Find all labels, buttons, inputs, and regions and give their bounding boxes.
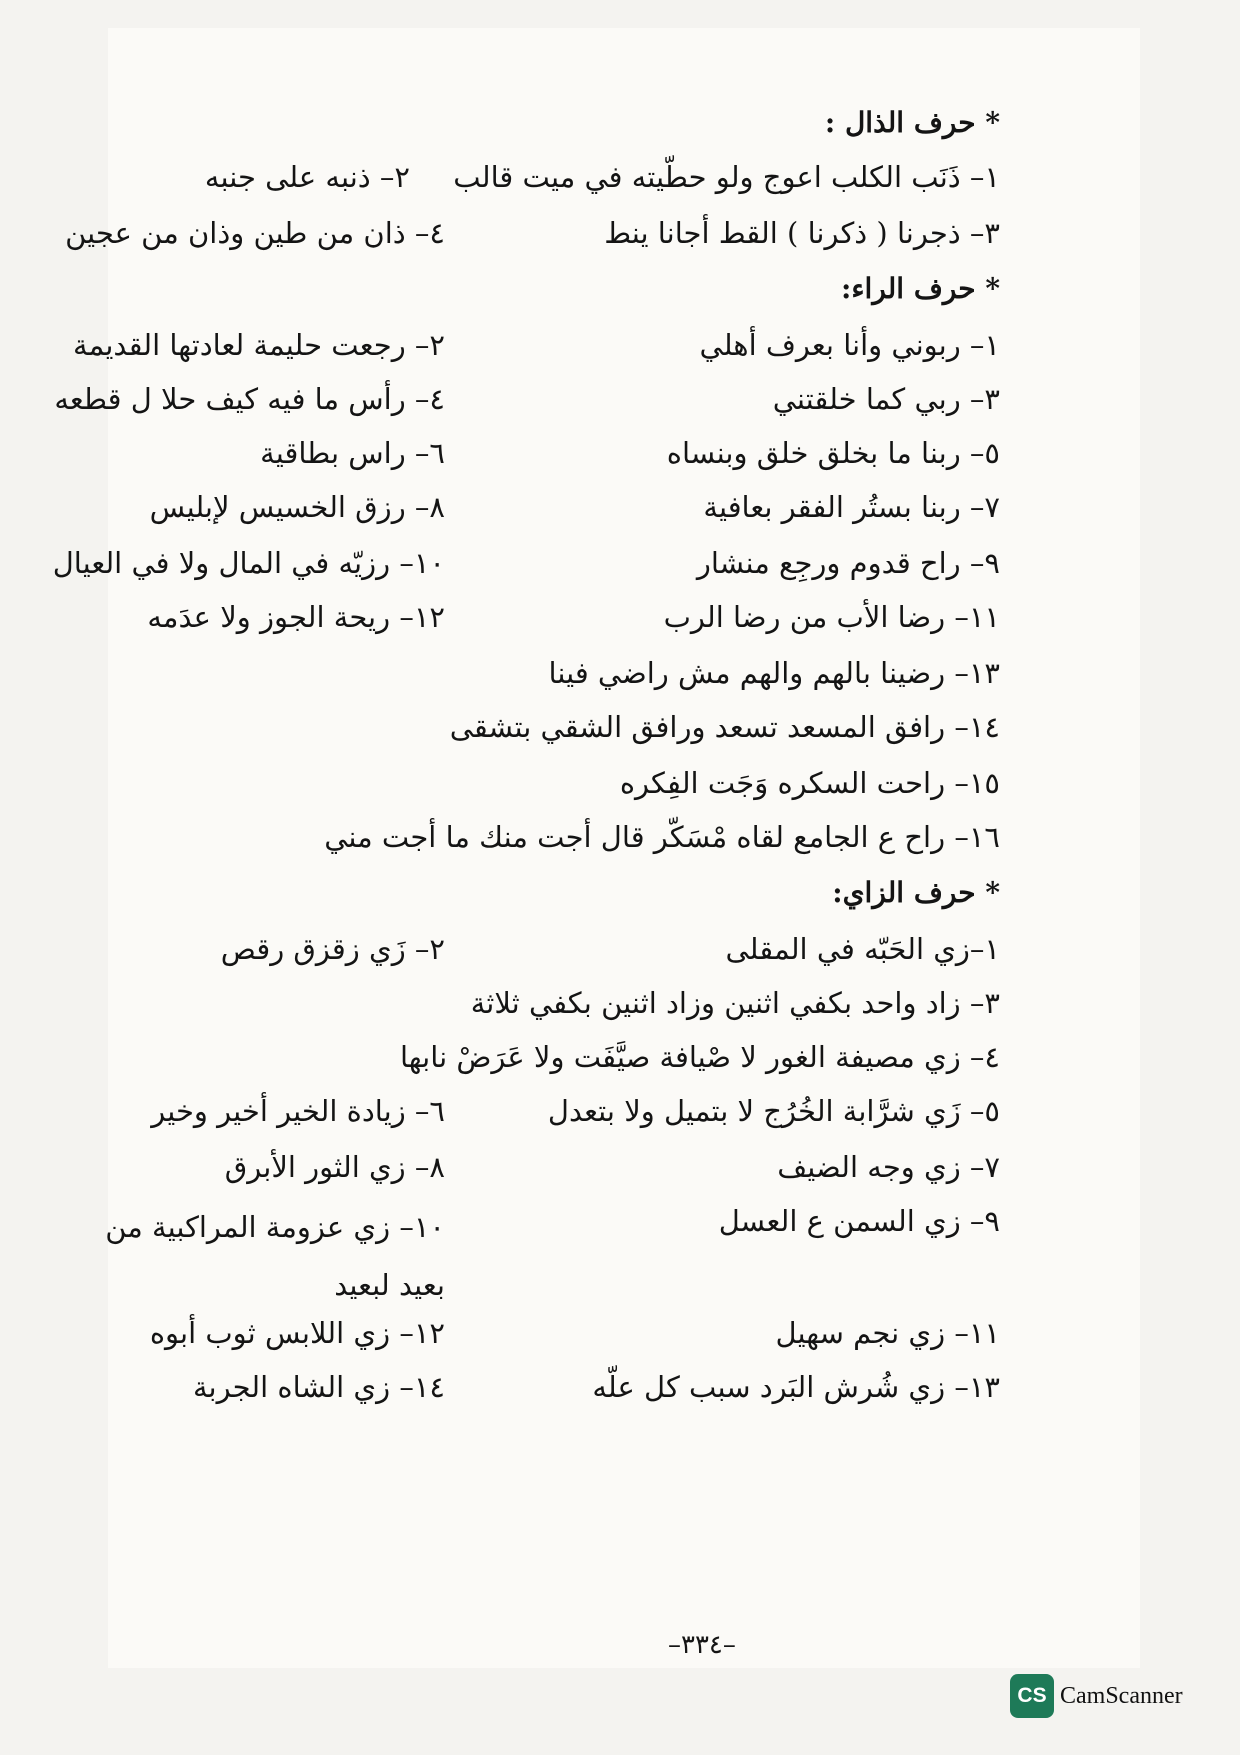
proverb: ١١– زي نجم سهيل [775,1316,1000,1350]
proverb-row [100,430,1000,476]
proverb-row [100,1088,1000,1134]
proverb-row [100,1310,1000,1356]
page-content [52,100,1000,1620]
proverb: ١٠– زي عزومة المراكبية من بعيد لبعيد [105,1210,445,1302]
proverb: ١٤– زي الشاه الجربة [192,1370,445,1404]
proverb-row [100,154,1000,200]
proverb-row [100,704,1000,750]
proverb: ١٦– راح ع الجامع لقاه مْسَكّر قال أجت منك ما أجت مني [324,820,1000,854]
proverb-row [73,322,1000,368]
section-heading-dhal: * حرف الذال : [824,106,1000,139]
page-number: –٣٣٤– [668,1630,736,1660]
scanned-page [52,28,1140,1668]
camscanner-logo-icon: CS [1010,1674,1054,1718]
proverb: ٨– رزق الخسيس لإبليس [149,490,445,524]
proverb: ٢– رجعت حليمة لعادتها القديمة [73,328,445,362]
section-heading-zay: * حرف الزاي: [832,876,1000,909]
proverb: ١٢– زي اللابس ثوب أبوه [149,1316,445,1350]
proverb: ١–زي الحَبّه في المقلى [725,932,1000,966]
proverb: ٦– راس بطاقية [260,436,445,470]
camscanner-name: CamScanner [1060,1682,1183,1709]
proverb-row [100,814,1000,860]
proverb: ٤– رأس ما فيه كيف حلا ل قطعه [54,382,445,416]
proverb: ٦– زيادة الخير أخير وخير [151,1094,445,1128]
proverb: ٢– زَي زقزق رقص [220,932,445,966]
proverb: ٧– زي وجه الضيف [777,1150,1000,1184]
proverb-row [100,650,1000,696]
proverb-row [100,484,1000,530]
proverb: ١– ربوني وأنا بعرف أهلي [699,328,1000,362]
proverb: ٢– ذنبه على جنبه [204,160,410,194]
proverb-row [52,540,1000,586]
proverb: ٩– زي السمن ع العسل [718,1204,1000,1238]
proverb: ٤– ذان من طين وذان من عجين [65,216,445,250]
camscanner-watermark [1010,1674,1183,1718]
proverb-row [100,760,1000,806]
proverb-row [100,1364,1000,1410]
proverb: ١٣– رضينا بالهم والهم مش راضي فينا [548,656,1000,690]
proverb-row [65,210,1000,256]
proverb: ١١– رضا الأب من رضا الرب [663,600,1000,634]
proverb: ٥– ربنا ما بخلق خلق وبنساه [666,436,1000,470]
proverb-row [100,1144,1000,1190]
proverb-row [100,980,1000,1026]
proverb: ٣– زاد واحد بكفي اثنين وزاد اثنين بكفي ثلاثة [470,986,1000,1020]
proverb-row [100,1034,1000,1080]
proverb: ١٥– راحت السكره وَجَت الفِكره [619,766,1000,800]
proverb-row [100,1198,1000,1314]
proverb: ٣– ذجرنا ( ذكرنا ) القط أجانا ينط [604,216,1000,250]
proverb: ٥– زَي شرَّابة الخُرُج لا بتميل ولا بتعدل [547,1094,1000,1128]
proverb: ١٢– ريحة الجوز ولا عدَمه [147,600,445,634]
proverb-row [54,376,1000,422]
proverb: ٩– راح قدوم ورجِع منشار [696,546,1000,580]
proverb: ٣– ربي كما خلقتني [772,382,1000,416]
proverb: ٨– زي الثور الأبرق [224,1150,445,1184]
proverb: ١٤– رافق المسعد تسعد ورافق الشقي بتشقى [449,710,1000,744]
proverb: ١٠– رزيّه في المال ولا في العيال [52,546,445,580]
section-heading-ra: * حرف الراء: [841,272,1000,305]
proverb-row [100,594,1000,640]
proverb: ٤– زي مصيفة الغور لا صْيافة صيَّفَت ولا عَرَضْ نابها [399,1040,1000,1074]
proverb: ١– ذَنَب الكلب اعوج ولو حطّيته في ميت قالب [453,160,1000,194]
proverb: ١٣– زي شُرش البَرد سبب كل علّه [592,1370,1000,1404]
proverb-row [100,926,1000,972]
proverb: ٧– ربنا بستُر الفقر بعافية [703,490,1000,524]
